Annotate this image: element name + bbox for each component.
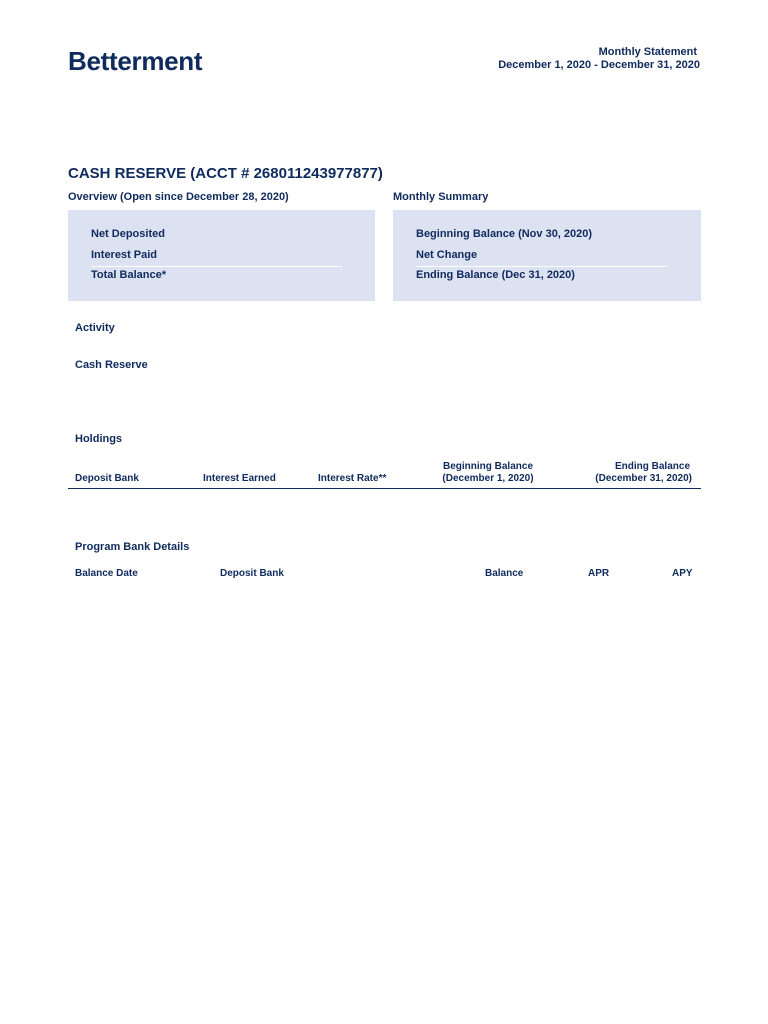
- holdings-header-rule: [68, 488, 701, 489]
- activity-cash-reserve-label: Cash Reserve: [75, 359, 148, 371]
- overview-total-balance: Total Balance*: [91, 269, 166, 281]
- activity-label: Activity: [75, 322, 115, 334]
- holdings-col-deposit-bank: Deposit Bank: [75, 473, 139, 484]
- monthly-summary-label: Monthly Summary: [393, 191, 489, 203]
- statement-title: Monthly Statement: [598, 46, 697, 58]
- program-col-deposit-bank: Deposit Bank: [220, 568, 284, 579]
- statement-period: December 1, 2020 - December 31, 2020: [498, 59, 700, 71]
- summary-beginning-balance: Beginning Balance (Nov 30, 2020): [416, 228, 593, 240]
- account-title: CASH RESERVE (ACCT # 268011243977877): [68, 165, 383, 182]
- overview-divider: [91, 266, 342, 267]
- monthly-summary-panel: [393, 210, 701, 301]
- program-col-apr: APR: [588, 568, 610, 579]
- brand-logo: Betterment: [68, 46, 203, 76]
- summary-divider: [416, 266, 667, 267]
- holdings-col-ending-balance: Ending Balance: [614, 461, 690, 472]
- holdings-col-ending-balance-date: (December 31, 2020): [595, 473, 692, 484]
- overview-label: Overview (Open since December 28, 2020): [68, 191, 289, 203]
- overview-net-deposited: Net Deposited: [91, 228, 165, 240]
- summary-ending-balance: Ending Balance (Dec 31, 2020): [416, 269, 575, 281]
- holdings-col-interest-earned: Interest Earned: [203, 473, 276, 484]
- holdings-col-beginning-balance: Beginning Balance: [442, 461, 533, 472]
- program-bank-label: Program Bank Details: [75, 541, 190, 553]
- overview-interest-paid: Interest Paid: [91, 249, 158, 261]
- summary-net-change: Net Change: [416, 249, 478, 261]
- program-col-apy: APY: [672, 568, 693, 579]
- program-col-balance: Balance: [485, 568, 524, 579]
- holdings-col-interest-rate: Interest Rate**: [318, 473, 387, 484]
- holdings-col-beginning-balance-date: (December 1, 2020): [442, 473, 534, 484]
- overview-panel: [68, 210, 375, 301]
- program-col-balance-date: Balance Date: [75, 568, 138, 579]
- holdings-label: Holdings: [75, 433, 123, 445]
